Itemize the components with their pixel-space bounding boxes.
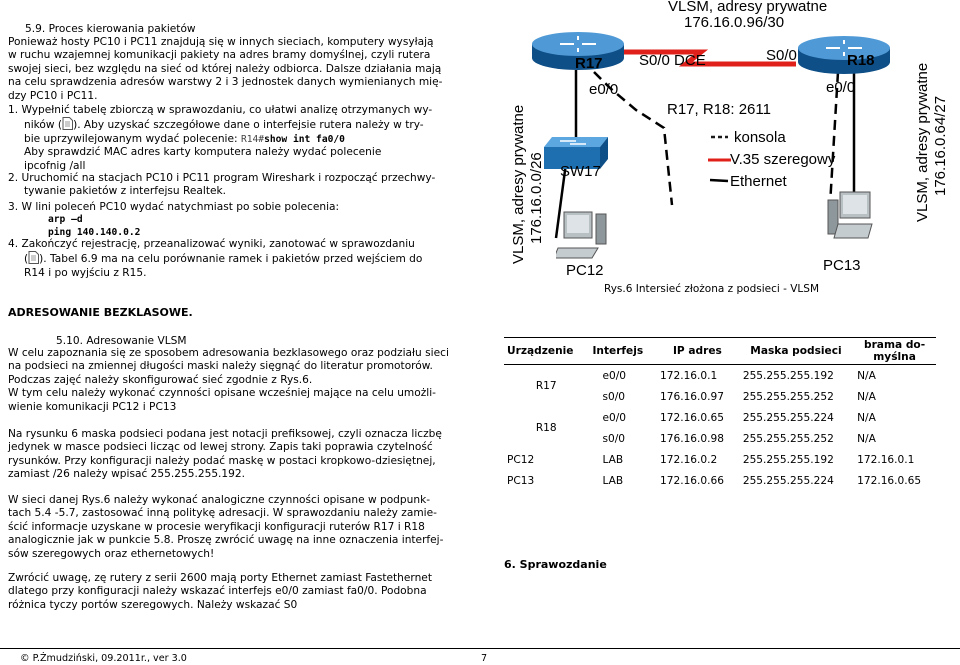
step-1-line: ipcofnig /all (24, 159, 86, 172)
address-table (504, 337, 936, 491)
cli-prompt: R14# (240, 133, 265, 145)
step-1-line (8, 117, 432, 132)
cell-mask: 255.255.255.224 (742, 411, 834, 424)
intro-line: dzy PC10 i PC11. (8, 89, 98, 102)
network-diagram (496, 0, 960, 300)
step-1-text: bie uprzywilejowanym wydać polecenie: (24, 132, 238, 145)
cell-device: R17 (535, 380, 557, 392)
text-line: ścić informacje uzyskane w procesie weryfikacji konfiguracji ruterów R17 i R18 (8, 520, 425, 533)
section-title-5-10: 5.10. Adresowanie VLSM (56, 335, 187, 347)
step-1-line (8, 133, 432, 146)
step-4-line (8, 251, 422, 266)
intro-line: na celu sprawdzenia adresów warstwy 2 i 3 jednostek danych wymienianych mię- (8, 76, 443, 89)
cell-ip: 176.16.0.98 (659, 432, 725, 445)
cell-ip: 172.16.0.65 (659, 411, 725, 424)
footer-copyright: © P.Żmudziński, 09.2011r., ver 3.0 (20, 653, 187, 664)
legend-serial: V.35 szeregowy (730, 151, 836, 168)
top-label-1: VLSM, adresy prywatne (668, 0, 828, 15)
cell-interface: e0/0 (602, 411, 627, 424)
router-r18-label: R18 (847, 52, 875, 69)
page-number: 7 (481, 653, 488, 664)
e00-right-label: e0/0 (826, 79, 856, 96)
text-line: Na rysunku 6 maska podsieci podana jest notacji prefiksowej, czyli oznacza liczbę (8, 428, 442, 440)
text-line: Zwrócić uwagę, zę rutery z serii 2600 mają porty Ethernet zamiast Fastethernet (8, 572, 432, 584)
cell-interface: LAB (602, 474, 624, 487)
step-2-line: 2. Uruchomić na stacjach PC10 i PC11 program Wireshark i rozpocząć przechwy- (8, 172, 436, 184)
header-gateway-line: myślna (873, 351, 916, 363)
step-4 (8, 238, 422, 280)
text-line: dlatego przy konfiguracji należy wskazać interfejs e0/0 zamiast fa0/0. Podobna (8, 585, 427, 598)
cell-ip: 176.16.0.97 (659, 390, 725, 403)
cell-device: PC12 (507, 453, 535, 466)
cli-command: show int fa0/0 (264, 133, 345, 145)
step-4-line: 4. Zakończyć rejestrację, przeanalizować wyniki, zanotować w sprawozdaniu (8, 238, 415, 250)
cell-gateway: N/A (857, 432, 876, 445)
cell-ip: 172.16.0.1 (659, 369, 718, 382)
cli-command: ping 140.140.0.2 (48, 226, 141, 238)
router-r17-label: R17 (575, 55, 603, 72)
right-vertical-label-2: 176.16.0.64/27 (932, 95, 949, 196)
report-icon (62, 117, 73, 130)
text-line: na podsieci na zmiennej długości maski należy sięgnąć do literatur promotorów. (8, 360, 433, 373)
header-interface: Interfejs (588, 338, 656, 365)
s00-label: S0/0 (766, 47, 797, 64)
header-ip: IP adres (656, 338, 739, 365)
intro-line: swojej sieci, bez względu na sieć od której należy odbiorca. Dalsze działania mają (8, 62, 442, 75)
text-line: rysunków. Przy konfiguracji należy podać maskę w postaci kropkowo-dziesiętnej, (8, 454, 436, 467)
legend-console: konsola (734, 129, 786, 146)
step-1-text: ). Aby uzyskać szczegółowe dane o interfejsie rutera należy w try- (73, 119, 424, 132)
text-line: różnica tyczy portów szeregowych. Należy wskazać S0 (8, 598, 298, 611)
s00-dce-label: S0/0 DCE (639, 52, 706, 69)
router-r18-icon (796, 34, 892, 76)
cell-interface: e0/0 (602, 369, 627, 382)
cell-gateway: N/A (857, 390, 876, 403)
cell-mask: 255.255.255.252 (742, 390, 834, 403)
intro-line: w ruchu wzajemnej komunikacji pakiety na adres bramy domyślnej, czyli rutera (8, 49, 431, 62)
pc13-label: PC13 (823, 257, 861, 274)
cell-mask: 255.255.255.192 (742, 453, 834, 466)
text-line: wienie komunikacji PC12 i PC13 (8, 400, 177, 413)
step-1-line: Aby sprawdzić MAC adres karty komputera należy wydać polecenie (24, 146, 382, 159)
table-header-row (504, 338, 936, 365)
step-1 (8, 104, 432, 173)
step-4-text: ). Tabel 6.9 ma na celu porównanie ramek i pakietów przed wejściem do (39, 253, 423, 266)
intro-line: Ponieważ hosty PC10 i PC11 znajdują się w innych sieciach, komputery wysyłają (8, 36, 434, 48)
vlsm-paragraph-4 (8, 572, 432, 612)
table-row (504, 365, 936, 387)
header-mask: Maska podsieci (739, 338, 853, 365)
router-model-label: R17, R18: 2611 (667, 101, 771, 118)
vlsm-paragraph-1 (8, 347, 449, 414)
cell-interface: LAB (602, 453, 624, 466)
header-gateway-line: brama do- (864, 339, 926, 351)
right-vertical-label-1: VLSM, adresy prywatne (914, 62, 931, 222)
cell-device: PC13 (507, 474, 535, 487)
e00-left-label: e0/0 (589, 81, 619, 98)
text-line: jedynek w masce podsieci licząc od lewej strony. Zapis taki poprawia czytelność (8, 441, 433, 454)
text-line: analogicznie jak w punkcie 5.8. Proszę zwrócić uwagę na inne oznaczenia interfej- (8, 534, 444, 547)
header-device: Urządzenie (504, 338, 588, 365)
step-2-line: tywanie pakietów z interfejsu Realtek. (24, 185, 227, 198)
cli-command: arp –d (48, 214, 83, 226)
cell-mask: 255.255.255.224 (742, 474, 834, 487)
cell-ip: 172.16.0.66 (659, 474, 725, 487)
text-line: W sieci danej Rys.6 należy wykonać analogiczne czynności opisane w podpunk- (8, 494, 431, 506)
cell-ip: 172.16.0.2 (659, 453, 718, 466)
switch-sw17-label: SW17 (560, 163, 601, 180)
header-gateway (853, 338, 936, 365)
footer-rule (0, 648, 960, 649)
step-2 (8, 172, 435, 199)
step-1-text: ników ( (24, 119, 63, 132)
cell-gateway: N/A (857, 369, 876, 382)
text-line: W celu zapoznania się ze sposobem adresowania bezklasowego oraz podziału sieci (8, 347, 449, 359)
cell-gateway: N/A (857, 411, 876, 424)
cell-interface: s0/0 (602, 432, 626, 445)
figure-caption: Rys.6 Intersieć złożona z podsieci - VLSM (604, 283, 820, 295)
cell-mask: 255.255.255.252 (742, 432, 834, 445)
cell-gateway: 172.16.0.1 (857, 453, 915, 466)
legend-ethernet: Ethernet (730, 173, 787, 190)
cell-interface: s0/0 (602, 390, 626, 403)
step-1-line: 1. Wypełnić tabelę zbiorczą w sprawozdaniu, co ułatwi analizę otrzymanych wy- (8, 104, 433, 116)
step-4-text: ( (24, 253, 29, 266)
pc13-icon (826, 190, 878, 250)
cell-device: R18 (535, 422, 557, 434)
section-title-5-9: 5.9. Proces kierowania pakietów (25, 23, 196, 35)
step-4-line: R14 i po wyjściu z R15. (24, 266, 147, 279)
text-line: Podczas zajęć należy skonfigurować sieć zgodnie z Rys.6. (8, 373, 313, 386)
vlsm-paragraph-2 (8, 428, 442, 482)
step-3-line: 3. W lini poleceń PC10 wydać natychmiast po sobie polecenia: (8, 201, 340, 213)
pc12-label: PC12 (566, 262, 604, 279)
step-3 (8, 201, 339, 239)
intro-paragraph (8, 36, 442, 103)
heading-sprawozdanie: 6. Sprawozdanie (504, 558, 607, 571)
table-row (504, 407, 936, 428)
cell-gateway: 172.16.0.65 (857, 474, 922, 487)
text-line: W tym celu należy wykonać czynności opisane wcześniej mające na celu umożli- (8, 387, 436, 400)
left-vertical-label-1: VLSM, adresy prywatne (510, 104, 527, 264)
table-row (504, 470, 936, 491)
cell-mask: 255.255.255.192 (742, 369, 834, 382)
text-line: tach 5.4 -5.7, zastosować inną politykę adresacji. W sprawozdaniu należy zamie- (8, 507, 437, 520)
heading-adresowanie: ADRESOWANIE BEZKLASOWE. (8, 306, 193, 319)
pc12-icon (556, 210, 612, 262)
left-vertical-label-2: 176.16.0.0/26 (528, 152, 545, 244)
text-line: zamiast /26 należy wpisać 255.255.255.192. (8, 468, 246, 481)
vlsm-paragraph-3 (8, 494, 443, 561)
table-row (504, 449, 936, 470)
text-line: sów szeregowych oraz ethernetowych! (8, 547, 215, 560)
report-icon (28, 251, 39, 264)
top-label-2: 176.16.0.96/30 (684, 14, 785, 31)
